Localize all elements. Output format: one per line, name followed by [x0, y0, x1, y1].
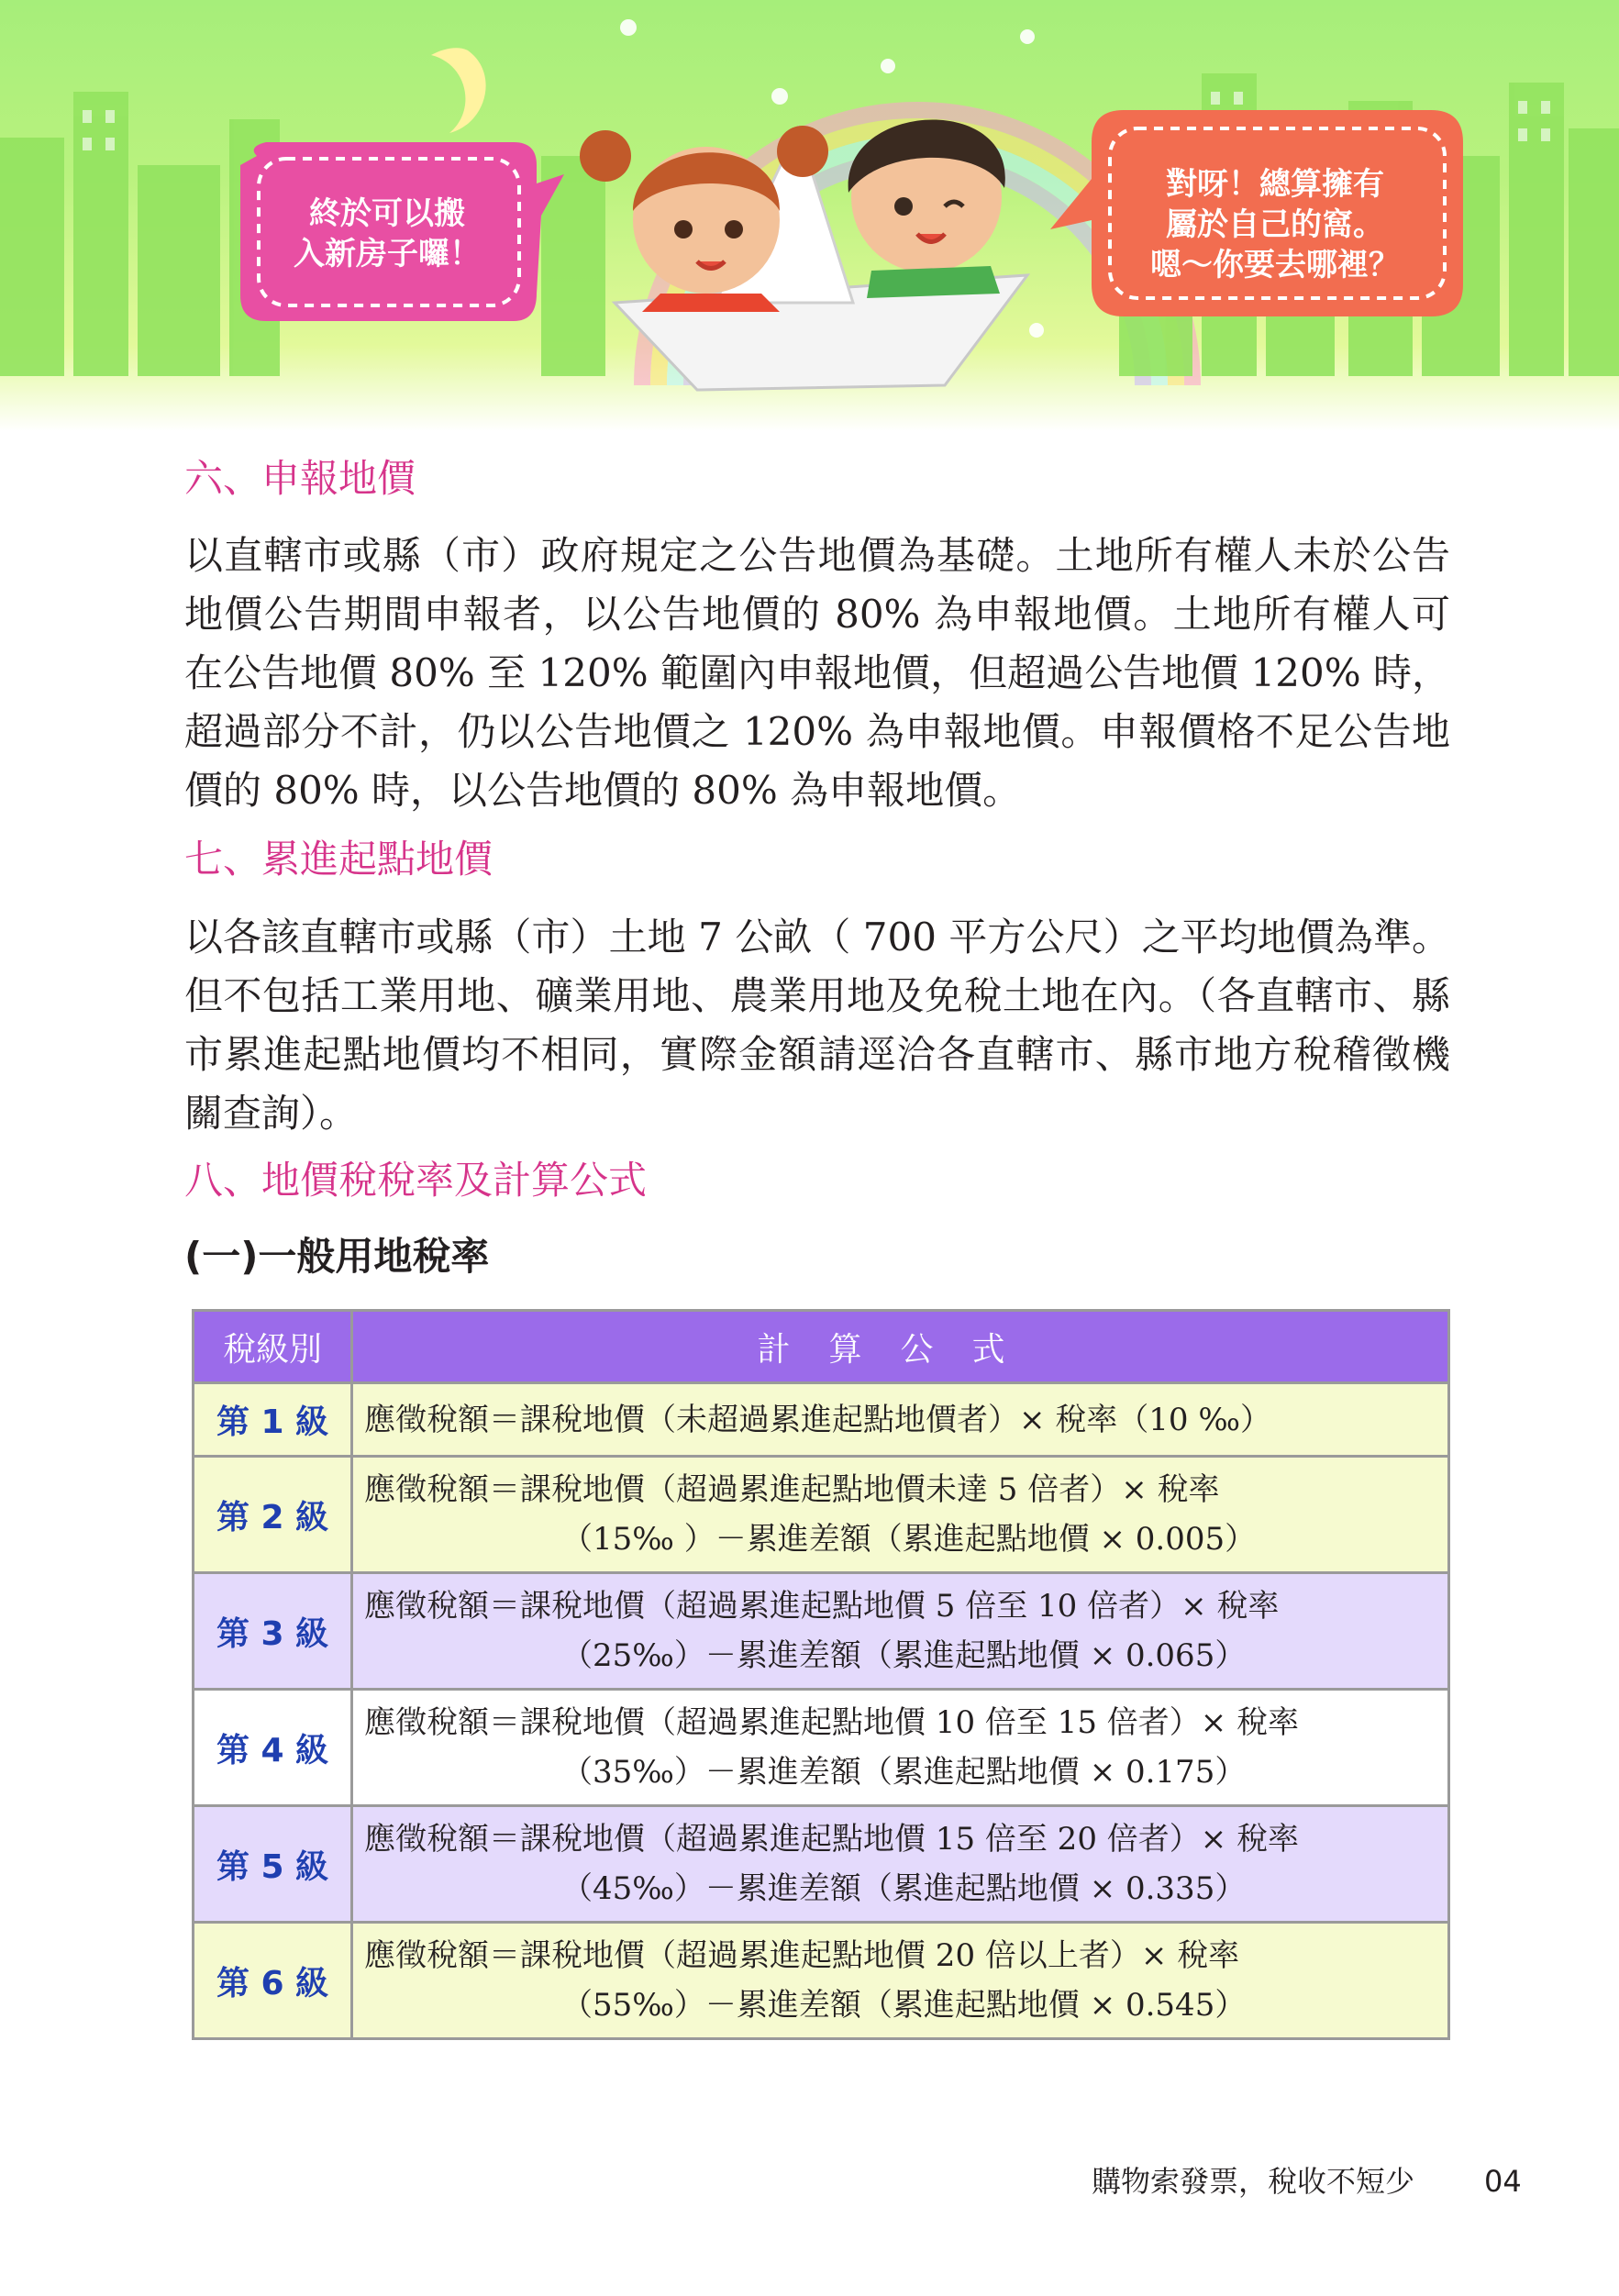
- table-row: [194, 1573, 1449, 1690]
- formula-line-2: （45‰）－累進差額（累進起點地價 × 0.335）: [561, 1870, 1247, 1907]
- grade-cell: 第 3 級: [194, 1573, 352, 1690]
- bubble-right-line: 嗯～你要去哪裡？: [1150, 247, 1400, 283]
- page-number: 04: [1484, 2164, 1522, 2199]
- footer-slogan: 購物索發票，稅收不短少: [1092, 2164, 1415, 2199]
- table-row: [194, 1690, 1449, 1806]
- formula-cell: [352, 1923, 1449, 2039]
- formula-cell: [352, 1573, 1449, 1690]
- table-header-row: [194, 1311, 1449, 1383]
- speech-bubble-girl: [240, 142, 534, 326]
- formula-line-2: （35‰）－累進差額（累進起點地價 × 0.175）: [561, 1754, 1247, 1791]
- bubble-right-line: 屬於自己的窩。: [1166, 206, 1384, 243]
- table-row: [194, 1383, 1449, 1457]
- formula-line: 應徵稅額＝課稅地價（超過累進起點地價 10 倍至 15 倍者）× 稅率: [364, 1704, 1300, 1741]
- table-row: [194, 1806, 1449, 1923]
- formula-cell: [352, 1383, 1449, 1457]
- section6-title: 六、申報地價: [184, 456, 416, 501]
- grade-cell: 第 5 級: [194, 1806, 352, 1923]
- formula-cell: [352, 1457, 1449, 1573]
- speech-bubble-boy: [1101, 133, 1449, 316]
- grade-cell: 第 1 級: [194, 1383, 352, 1457]
- grade-cell: 第 6 級: [194, 1923, 352, 2039]
- section8-subtitle: (一)一般用地稅率: [184, 1234, 490, 1279]
- tax-rate-table: [192, 1309, 1450, 2040]
- grade-cell: 第 2 級: [194, 1457, 352, 1573]
- bubble-left-line: 終於可以搬: [309, 195, 465, 232]
- section6-body: 以直轄市或縣（市）政府規定之公告地價為基礎。土地所有權人未於公告地價公告期間申報者，以公告地價的 80% 為申報地價。土地所有權人可在公告地價 80% 至 120% 範圍內申報地價，但超過公告地價 120% 時，超過部分不計，仍以公告地價之 120% 為申報地價。申報價格不足公告地價的 80% 時，以公告地價的 80% 為申報地價。: [184, 533, 1450, 813]
- formula-line-2: （55‰）－累進差額（累進起點地價 × 0.545）: [561, 1987, 1247, 2024]
- formula-cell: [352, 1806, 1449, 1923]
- header-illustration: [0, 0, 1619, 431]
- grade-cell: 第 4 級: [194, 1690, 352, 1806]
- formula-line: 應徵稅額＝課稅地價（超過累進起點地價 5 倍至 10 倍者）× 稅率: [364, 1588, 1280, 1625]
- section7-body: 以各該直轄市或縣（市）土地 7 公畝（ 700 平方公尺）之平均地價為準。但不包括工業用地、礦業用地、農業用地及免稅土地在內。（各直轄市、縣市累進起點地價均不相同，實際金額請逕洽各直轄市、縣市地方稅稽徵機關查詢）。: [184, 915, 1450, 1136]
- section8-title: 八、地價稅稅率及計算公式: [184, 1158, 648, 1203]
- formula-line: 應徵稅額＝課稅地價（超過累進起點地價未達 5 倍者）× 稅率: [364, 1471, 1220, 1508]
- col-grade-header: 稅級別: [194, 1311, 352, 1383]
- formula-cell: [352, 1690, 1449, 1806]
- col-formula-header: 計算公式: [352, 1311, 1449, 1383]
- table-row: [194, 1457, 1449, 1573]
- section7-title: 七、累進起點地價: [184, 837, 493, 882]
- formula-line-2: （25‰）－累進差額（累進起點地價 × 0.065）: [561, 1637, 1247, 1674]
- bubble-right-line: 對呀！總算擁有: [1166, 166, 1384, 203]
- formula-line-2: （15‰ ）－累進差額（累進起點地價 × 0.005）: [561, 1521, 1257, 1558]
- formula-line: 應徵稅額＝課稅地價（超過累進起點地價 20 倍以上者）× 稅率: [364, 1937, 1240, 1974]
- formula-line: 應徵稅額＝課稅地價（超過累進起點地價 15 倍至 20 倍者）× 稅率: [364, 1821, 1300, 1858]
- table-row: [194, 1923, 1449, 2039]
- formula-line: 應徵稅額＝課稅地價（未超過累進起點地價者）× 稅率（10 ‰）: [364, 1401, 1271, 1438]
- bubble-left-line: 入新房子囉！: [294, 236, 481, 272]
